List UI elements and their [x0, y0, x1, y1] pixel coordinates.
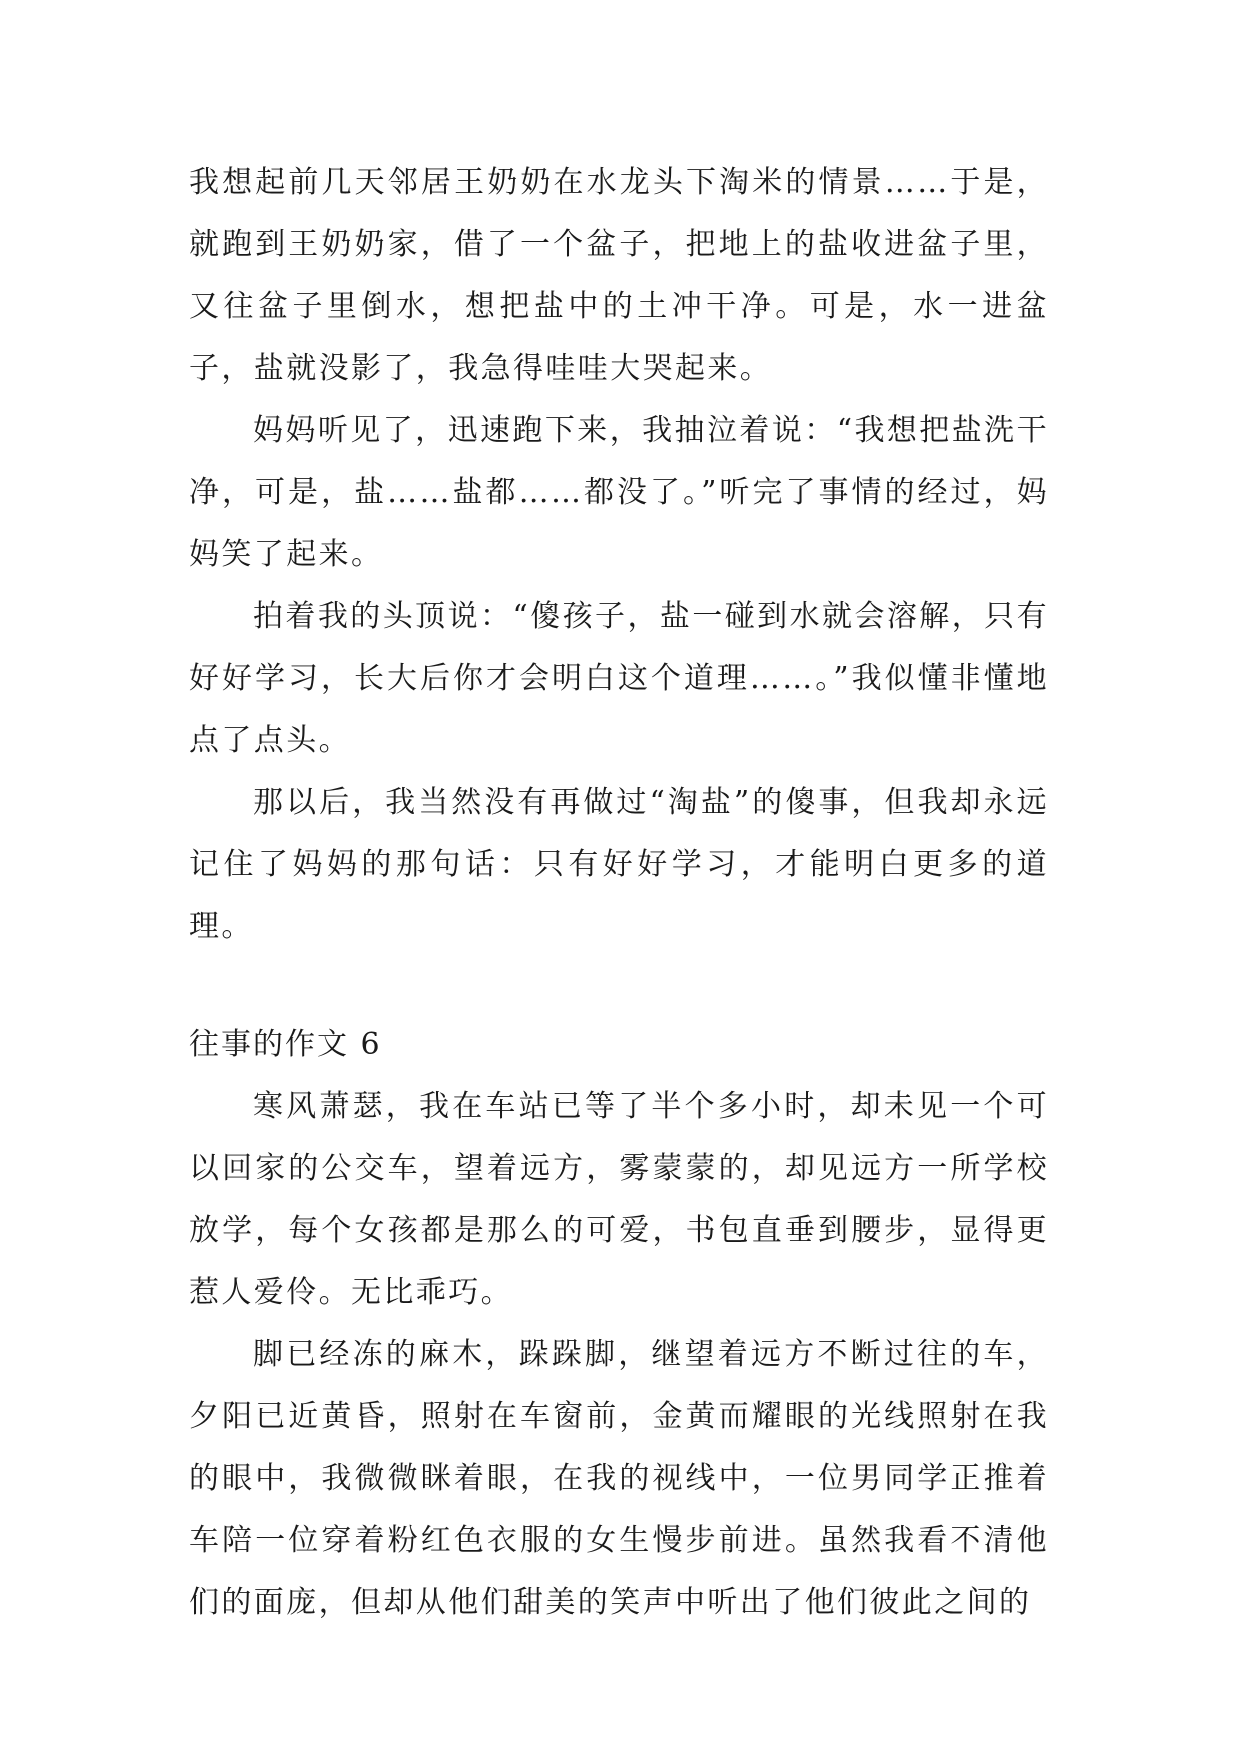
paragraph: 那以后，我当然没有再做过“淘盐”的傻事，但我却永远记住了妈妈的那句话：只有好好学习，才能明白更多的道理。	[189, 785, 1049, 944]
section-title: 往事的作文 6	[189, 1027, 382, 1062]
paragraph: 我想起前几天邻居王奶奶在水龙头下淘米的情景……于是，就跑到王奶奶家，借了一个盆子，把地上的盐收进盆子里，又往盆子里倒水，想把盐中的土冲干净。可是，水一进盆子，盐就没影了，我急得哇哇大哭起来。	[189, 165, 1049, 386]
document-page	[189, 152, 1049, 1634]
paragraph: 脚已经冻的麻木，跺跺脚，继望着远方不断过往的车，夕阳已近黄昏，照射在车窗前，金黄而耀眼的光线照射在我的眼中，我微微眯着眼，在我的视线中，一位男同学正推着车陪一位穿着粉红色衣服的女生慢步前进。虽然我看不清他们的面庞，但却从他们甜美的笑声中听出了他们彼此之间的	[189, 1337, 1049, 1620]
paragraph: 寒风萧瑟，我在车站已等了半个多小时，却未见一个可以回家的公交车，望着远方，雾蒙蒙的，却见远方一所学校放学，每个女孩都是那么的可爱，书包直垂到腰步，显得更惹人爱伶。无比乖巧。	[189, 1089, 1049, 1310]
paragraph: 拍着我的头顶说：“傻孩子，盐一碰到水就会溶解，只有好好学习，长大后你才会明白这个道理……。”我似懂非懂地点了点头。	[189, 599, 1049, 758]
paragraph: 妈妈听见了，迅速跑下来，我抽泣着说：“我想把盐洗干净，可是，盐……盐都……都没了。”听完了事情的经过，妈妈笑了起来。	[189, 413, 1049, 572]
